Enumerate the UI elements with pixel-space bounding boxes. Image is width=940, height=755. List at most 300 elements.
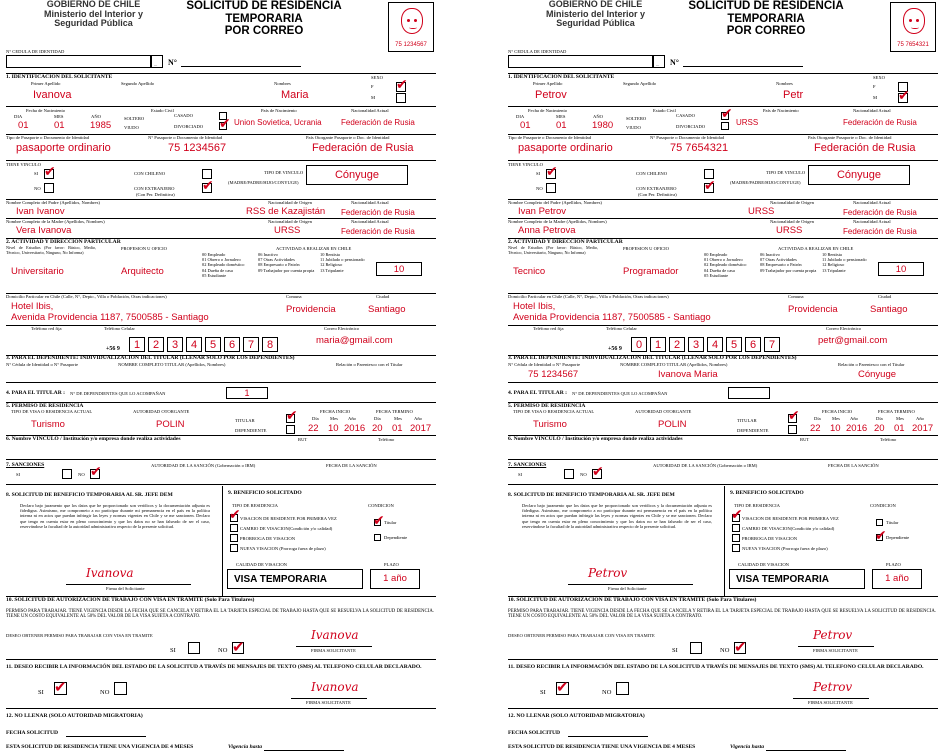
ciudad-value[interactable]: Santiago	[870, 304, 908, 315]
section-4-title: 4. PARA EL TITULAR :	[6, 390, 66, 396]
con-permiso-label: (Con Per. Definitiva)	[136, 192, 175, 197]
title-line-2: TEMPORARIA	[225, 12, 303, 25]
num-dependientes-value: 1	[244, 388, 250, 398]
termino-mes-value[interactable]: 01	[392, 423, 403, 434]
s11-no-label: NO	[100, 689, 110, 696]
divider	[6, 382, 436, 383]
padre-actual-value[interactable]: Federación de Rusia	[843, 208, 917, 217]
signature-s10: Petrov	[813, 628, 853, 642]
s7-fecha-label: FECHA DE LA SANCIÓN	[828, 463, 879, 468]
pais-nac-value[interactable]: URSS	[736, 118, 759, 127]
section-2-title: 2. ACTIVIDAD Y DIRECCION PARTICULAR	[6, 239, 121, 245]
actividad-col-2: 06 Inactivo 07 Otras Actividades 08 Empresario o Patrón 09 Trabajador por cuenta propia	[760, 252, 817, 273]
vinculo-si-label: SI	[34, 171, 39, 176]
ciudad-label: Ciudad	[878, 294, 892, 299]
actividad-label: ACTIVIDAD A REALIZAR EN CHILE	[276, 246, 352, 251]
cond-titular-label: Titular	[384, 520, 397, 525]
condicion-label: CONDICION	[368, 503, 394, 508]
title-line-1: SOLICITUD DE RESIDENCIA	[688, 0, 844, 12]
mes-value[interactable]: 01	[54, 120, 65, 131]
estado-civil-check-mark: ✔	[721, 106, 733, 122]
tipo-visa-value[interactable]: Turismo	[31, 419, 65, 430]
title-line-3: POR CORREO	[726, 25, 806, 37]
primer-apellido-value[interactable]: Petrov	[535, 89, 567, 101]
numero-label: N°	[670, 58, 679, 67]
nacionalidad-label: Nacionalidad Actual	[351, 108, 389, 113]
tipo-vinculo-label: TIPO DE VINCULO	[264, 170, 304, 175]
face-photo-icon	[903, 8, 925, 34]
divider	[508, 659, 938, 660]
s10-desea-label: DESEO OBTENER PERMISO PARA TRABAJAR CON VISA EN TRAMITE	[508, 633, 655, 638]
tel-cel-label: Teléfono Celular	[104, 326, 135, 331]
s10-no-check-mark: ✔	[734, 638, 747, 656]
nacionalidad-value[interactable]: Federación de Rusia	[341, 118, 415, 127]
sanciones-si-checkbox[interactable]	[564, 469, 574, 479]
nivel-value[interactable]: Tecnico	[513, 266, 546, 277]
s3-cedula-label: N° Cédula de Identidad o N° Pasaporte	[508, 362, 581, 367]
domicilio-label: Domicilio Particular en Chile (Calle, N°, Depto., Villa o Población, Otras indicaciones)	[6, 294, 167, 299]
pais-nac-label: País de Nacimiento	[261, 108, 297, 113]
soltero-label: SOLTERO	[124, 116, 145, 121]
inicio-dia-value[interactable]: 22	[308, 423, 319, 434]
tipo-visa-value[interactable]: Turismo	[533, 419, 567, 430]
calidad-value: VISA TEMPORARIA	[234, 574, 327, 585]
s5-dependiente-checkbox[interactable]	[286, 425, 295, 434]
nivel-estudios-label: Nivel de Estudios (Por favor: Básico, Medio, Técnico, Universitario, Ninguno, No Informa)	[508, 245, 598, 255]
divider	[6, 484, 436, 485]
section-7-title: 7. SANCIONES	[508, 462, 547, 468]
visa-primera-check-mark: ✔	[731, 507, 743, 523]
termino-ano-value[interactable]: 2017	[410, 423, 432, 434]
sanciones-no-check-mark: ✔	[90, 464, 102, 480]
dia-label: DIA	[516, 114, 525, 119]
correo-label: Correo Electrónico	[324, 326, 360, 331]
telefono-label: Teléfono	[378, 437, 395, 442]
termino-mes-label: Mes	[896, 416, 904, 421]
celular-digit[interactable]: 8	[262, 337, 278, 352]
tipo-residencia-label: TIPO DE RESIDENCIA	[232, 503, 278, 508]
plazo-input[interactable]	[872, 569, 922, 589]
s3-relacion-label: Relación o Parentesco con el Titular	[336, 362, 403, 367]
s10-si-label: SI	[672, 647, 678, 654]
rut-label: RUT	[800, 437, 810, 442]
sanciones-no-check-mark: ✔	[592, 464, 604, 480]
viudo-label: VIUDO	[124, 125, 139, 130]
prorroga-checkbox[interactable]	[732, 534, 740, 542]
s5-tipo-label: TIPO DE VISA O RESIDENCIA ACTUAL	[513, 409, 595, 414]
dia-value[interactable]: 01	[18, 120, 29, 131]
s5-titular-label: TITULAR	[235, 418, 255, 423]
celular-digit[interactable]: 6	[224, 337, 240, 352]
cond-dependiente-checkbox[interactable]	[374, 534, 381, 541]
divider	[508, 160, 938, 161]
plazo-label: PLAZO	[886, 562, 901, 567]
title-line-2: TEMPORARIA	[727, 12, 805, 25]
sanciones-si-checkbox[interactable]	[62, 469, 72, 479]
s10-text: PERMISO PARA TRABAJAR. TIENE VIGENCIA DESDE LA FECHA QUE SE CANCELA Y RETIRA EL LA TARJETA ESPECIAL DE TRABAJO HASTA QUE SE RESUELVA LA SOLICITUD DE RESIDENCIA. TIENE UN COSTO EQUIVALENTE AL 50% DEL VALOR DE LA VISA SUJETA A CONTRATO.	[6, 609, 434, 620]
comuna-label: Comuna	[788, 294, 804, 299]
s10-si-checkbox[interactable]	[690, 642, 702, 654]
inicio-dia-value[interactable]: 22	[810, 423, 821, 434]
correo-value[interactable]: petr@gmail.com	[818, 335, 888, 346]
tipo-residencia-label: TIPO DE RESIDENCIA	[734, 503, 780, 508]
celular-digits[interactable]	[631, 337, 780, 352]
primer-apellido-label: Primer Apellido	[533, 81, 563, 86]
celular-prefijo: +56 9	[608, 346, 622, 352]
termino-dia-value[interactable]: 20	[874, 423, 885, 434]
section-5-title: 5. PERMISO DE RESIDENCIA	[6, 403, 84, 409]
celular-digit[interactable]: 0	[631, 337, 647, 352]
cond-dependiente-label: Dependiente	[886, 535, 910, 540]
nombres-value[interactable]: Maria	[281, 89, 309, 101]
s11-no-checkbox[interactable]	[114, 682, 127, 695]
s7-autoridad-label: AUTORIDAD DE LA SANCIÓN (Gobernación o IRM)	[653, 463, 758, 468]
primer-apellido-value[interactable]: Ivanova	[33, 89, 72, 101]
correo-label: Correo Electrónico	[826, 326, 862, 331]
fecha-termino-label: FECHA TERMINO	[878, 409, 915, 414]
calidad-input[interactable]	[227, 569, 363, 589]
s11-si-label: SI	[38, 689, 44, 696]
s11-si-check-mark: ✔	[556, 678, 569, 696]
residence-form-petrov	[508, 0, 938, 755]
ciudad-value[interactable]: Santiago	[368, 304, 406, 315]
celular-digit[interactable]: 3	[167, 337, 183, 352]
s5-titular-label: TITULAR	[737, 418, 757, 423]
s3-nombre-label: NOMBRE COMPLETO TITULAR (Apellidos, Nombres)	[118, 362, 226, 367]
madre-actual-value[interactable]: Federación de Rusia	[341, 227, 415, 236]
s10-firma-label: FIRMA SOLICITANTE	[311, 648, 356, 653]
photo-stamp	[388, 2, 434, 52]
padre-value[interactable]: Ivan Petrov	[518, 206, 567, 217]
cedula-dots: ...	[656, 62, 660, 67]
cambio-visa-checkbox[interactable]	[230, 524, 238, 532]
nivel-value[interactable]: Universitario	[11, 266, 64, 277]
declaracion-text: Declaro bajo juramento que los datos que he proporcionado son verídicos y la documentación adjunta es fidedigna. Asimismo, me comprometo a no participar durante mi permanencia en el país en la política interna ni en actos que puedan infringir las leyes y normas vigentes en Chile y se me sancionen. Declaro que tengo en cuenta estar en pleno conocimiento y que los datos no se han falseado de ser el caso, reservándose la facultad de la autoridad administrativa respecto de la presente solicitud.	[20, 503, 210, 529]
government-header	[508, 0, 683, 29]
nivel-estudios-label: Nivel de Estudios (Por favor: Básico, Medio, Técnico, Universitario, Ninguno, No Informa)	[6, 245, 96, 255]
plazo-label: PLAZO	[384, 562, 399, 567]
section-10-title: 10. SOLICITUD DE AUTORIZACION DE TRABAJO CON VISA EN TRAMITE (Solo Para Titulares)	[508, 597, 757, 603]
gov-line-3: Seguridad Pública	[54, 18, 133, 28]
termino-ano-value[interactable]: 2017	[912, 423, 934, 434]
actividad-label: ACTIVIDAD A REALIZAR EN CHILE	[778, 246, 854, 251]
divider	[508, 325, 938, 326]
celular-digit[interactable]: 1	[129, 337, 145, 352]
s11-si-check-mark: ✔	[54, 678, 67, 696]
termino-ano-label: Año	[414, 416, 422, 421]
con-chileno-label: CON CHILENO	[636, 171, 668, 176]
vinculo-no-checkbox[interactable]	[546, 183, 556, 193]
s5-titular-check-mark: ✔	[286, 408, 298, 424]
vinculo-no-label: NO	[34, 186, 41, 191]
s4-sub-label: N° DE DEPENDIENTES QUE LO ACOMPAÑAN	[70, 391, 166, 396]
comuna-value[interactable]: Providencia	[286, 304, 336, 315]
celular-digit[interactable]: 1	[650, 337, 666, 352]
segundo-apellido-label: Segundo Apellido	[623, 81, 657, 86]
padre-actual-label: Nacionalidad Actual	[351, 200, 389, 205]
s11-no-checkbox[interactable]	[616, 682, 629, 695]
gov-line-1: GOBIERNO DE CHILE	[46, 0, 141, 9]
tipo-pasaporte-value[interactable]: pasaporte ordinario	[518, 142, 613, 154]
nueva-visa-checkbox[interactable]	[732, 544, 740, 552]
numero-line	[181, 66, 301, 67]
tipo-vinculo-value: Cónyuge	[836, 169, 882, 181]
ano-value[interactable]: 1985	[90, 120, 112, 131]
divider	[6, 459, 436, 460]
celular-prefijo: +56 9	[106, 346, 120, 352]
celular-digits[interactable]	[129, 337, 278, 352]
tipo-vinculo-input[interactable]	[306, 165, 408, 185]
casado-label: CASADO	[174, 113, 193, 118]
pais-otorgante-value[interactable]: Federación de Rusia	[814, 142, 916, 154]
inicio-mes-value[interactable]: 10	[328, 423, 339, 434]
calidad-value: VISA TEMPORARIA	[736, 574, 829, 585]
vinculo-no-label: NO	[536, 186, 543, 191]
padre-actual-label: Nacionalidad Actual	[853, 200, 891, 205]
con-chileno-label: CON CHILENO	[134, 171, 166, 176]
s11-firma-label: FIRMA SOLICITANTE	[306, 700, 351, 705]
vigencia-line	[264, 750, 344, 751]
section-1-title: 1. IDENTIFICACION DEL SOLICITANTE	[508, 74, 615, 80]
plazo-input[interactable]	[370, 569, 420, 589]
correo-value[interactable]: maria@gmail.com	[316, 335, 393, 346]
domicilio-line-2[interactable]: Avenida Providencia 1187, 7500585 - Santiago	[513, 312, 711, 323]
s11-firma-line	[291, 698, 367, 699]
section-12-title: 12. NO LLENAR (SOLO AUTORIDAD MIGRATORIA)	[6, 713, 143, 719]
s10-no-label: NO	[218, 647, 228, 654]
rut-label: RUT	[298, 437, 308, 442]
celular-digit[interactable]: 7	[243, 337, 259, 352]
tipo-pasaporte-label: Tipo de Pasaporte o Documento de Identidad	[508, 135, 592, 140]
sexo-check-mark: ✔	[396, 77, 408, 93]
sexo-m-checkbox[interactable]	[396, 93, 406, 103]
autoridad-value[interactable]: POLIN	[156, 419, 185, 430]
s11-no-label: NO	[602, 689, 612, 696]
inicio-ano-label: Año	[348, 416, 356, 421]
s7-autoridad-label: AUTORIDAD DE LA SANCIÓN (Gobernación o IRM)	[151, 463, 256, 468]
actividad-col-1: 00 Empleado 01 Obrero o Jornalero 02 Empleado doméstico 04 Dueña de casa 05 Estudiante	[202, 252, 245, 278]
nombre-madre-label: Nombre Completo de la Madre (Apellidos, Nombres)	[508, 219, 607, 224]
divider	[508, 708, 938, 709]
signature-s8: Petrov	[588, 566, 628, 580]
section-12-title: 12. NO LLENAR (SOLO AUTORIDAD MIGRATORIA)	[508, 713, 645, 719]
fecha-nac-label: Fecha de Nacimiento	[528, 108, 568, 113]
fecha-solicitud-label: FECHA SOLICITUD	[6, 730, 59, 736]
tel-cel-label: Teléfono Celular	[606, 326, 637, 331]
autoridad-value[interactable]: POLIN	[658, 419, 687, 430]
actividad-input[interactable]	[376, 262, 422, 276]
cambio-visa-label: CAMBIO DE VISACION(Condición y/o calidad)	[742, 526, 835, 531]
visa-primera-check-mark: ✔	[229, 507, 241, 523]
divorciado-checkbox[interactable]	[721, 122, 729, 130]
s10-firma-line	[798, 646, 874, 647]
s5-dependiente-label: DEPENDIENTE	[737, 428, 769, 433]
gov-line-2: Ministerio del Interior y	[545, 8, 646, 19]
s3-nombre-label: NOMBRE COMPLETO TITULAR (Apellidos, Nombres)	[620, 362, 728, 367]
madre-origen-value[interactable]: URSS	[274, 225, 301, 236]
dep-relacion-value[interactable]: Cónyuge	[858, 369, 897, 380]
termino-mes-value[interactable]: 01	[894, 423, 905, 434]
profesion-value[interactable]: Arquitecto	[121, 266, 164, 277]
telefono-label: Teléfono	[880, 437, 897, 442]
inicio-mes-label: Mes	[832, 416, 840, 421]
cedula-input[interactable]	[508, 55, 653, 68]
num-dependientes-input[interactable]	[728, 387, 770, 399]
divider	[6, 325, 436, 326]
tipo-vinculo-value: Cónyuge	[334, 169, 380, 181]
dep-cedula-value[interactable]: 75 1234567	[528, 369, 579, 380]
tipo-pasaporte-value[interactable]: pasaporte ordinario	[16, 142, 111, 154]
celular-digit[interactable]: 7	[764, 337, 780, 352]
photo-stamp	[890, 2, 936, 52]
section-7-title: 7. SANCIONES	[6, 462, 45, 468]
gov-line-2: Ministerio del Interior y	[43, 8, 144, 19]
celular-digit[interactable]: 5	[205, 337, 221, 352]
actividad-col-1: 00 Empleado 01 Obrero o Jornalero 02 Empleado doméstico 04 Dueña de casa 05 Estudiante	[704, 252, 747, 278]
tel-fijo-label: Teléfono red fija	[533, 326, 564, 331]
padre-actual-value[interactable]: Federación de Rusia	[341, 208, 415, 217]
vigencia-line	[766, 750, 846, 751]
num-pasaporte-value[interactable]: 75 7654321	[670, 142, 729, 154]
celular-digit[interactable]: 4	[707, 337, 723, 352]
section-1-title: 1. IDENTIFICACION DEL SOLICITANTE	[6, 74, 113, 80]
num-pasaporte-label: N° Pasaporte o Documento de Identidad	[650, 135, 725, 140]
cond-titular-checkbox[interactable]	[876, 519, 883, 526]
s5-autoridad-label: AUTORIDAD OTORGANTE	[635, 409, 692, 414]
tipo-vinculo-input[interactable]	[808, 165, 910, 185]
inicio-ano-value[interactable]: 2016	[846, 423, 868, 434]
tipo-vinculo-sub-label: (MADRE/PADRE/HIJO/CONYUGE)	[730, 180, 801, 185]
condicion-label: CONDICION	[870, 503, 896, 508]
vigencia-hasta-label: Vigencia hasta	[228, 744, 263, 750]
vinculo-si-label: SI	[536, 171, 541, 176]
prorroga-label: PRORROGA DE VISACION	[742, 536, 798, 541]
plazo-value: 1 año	[885, 573, 909, 584]
celular-digit[interactable]: 4	[186, 337, 202, 352]
numero-line	[683, 66, 803, 67]
inicio-dia-label: Día	[312, 416, 319, 421]
domicilio-line-1[interactable]: Hotel Ibis,	[513, 301, 556, 312]
num-dependientes-input[interactable]	[226, 387, 268, 399]
pais-nac-value[interactable]: Union Sovietica, Ucrania	[234, 118, 322, 127]
nacionalidad-label: Nacionalidad Actual	[853, 108, 891, 113]
government-header	[6, 0, 181, 29]
num-pasaporte-value[interactable]: 75 1234567	[168, 142, 227, 154]
inicio-dia-label: Día	[814, 416, 821, 421]
tel-fijo-label: Teléfono red fija	[31, 326, 62, 331]
madre-origen-value[interactable]: URSS	[776, 225, 803, 236]
visa-primera-label: VISACION DE RESIDENTE POR PRIMERA VEZ	[240, 516, 337, 521]
sanciones-si-label: SI	[16, 472, 21, 477]
madre-value[interactable]: Anna Petrova	[518, 225, 576, 236]
madre-actual-label: Nacionalidad Actual	[853, 219, 891, 224]
nombre-padre-label: Nombre Completo del Padre (Apellidos, Nombres)	[6, 200, 100, 205]
madre-origen-label: Nacionalidad de Origen	[770, 219, 814, 224]
divider	[508, 382, 938, 383]
tiene-vinculo-label: TIENE VINCULO	[6, 162, 42, 167]
vinculo-no-checkbox[interactable]	[44, 183, 54, 193]
termino-dia-value[interactable]: 20	[372, 423, 383, 434]
s8-s9-divider	[724, 486, 725, 596]
nacionalidad-value[interactable]: Federación de Rusia	[843, 118, 917, 127]
s4-sub-label: N° DE DEPENDIENTES QUE LO ACOMPAÑAN	[572, 391, 668, 396]
inicio-mes-value[interactable]: 10	[830, 423, 841, 434]
pais-otorgante-label: País Otorgante Pasaporte o Doc. de Identidad	[306, 135, 390, 140]
cedula-input[interactable]	[6, 55, 151, 68]
s10-text: PERMISO PARA TRABAJAR. TIENE VIGENCIA DESDE LA FECHA QUE SE CANCELA Y RETIRA EL LA TARJETA ESPECIAL DE TRABAJO HASTA QUE SE RESUELVA LA SOLICITUD DE RESIDENCIA. TIENE UN COSTO EQUIVALENTE AL 50% DEL VALOR DE LA VISA SUJETA A CONTRATO.	[508, 609, 936, 620]
s10-si-label: SI	[170, 647, 176, 654]
stamp-number: 75 1234567	[395, 42, 427, 48]
nombres-value[interactable]: Petr	[783, 89, 804, 101]
tipo-pasaporte-label: Tipo de Pasaporte o Documento de Identidad	[6, 135, 90, 140]
comuna-value[interactable]: Providencia	[788, 304, 838, 315]
dep-nombre-value[interactable]: Ivanova Maria	[658, 369, 718, 380]
padre-value[interactable]: Ivan Ivanov	[16, 206, 65, 217]
con-extranjero-check-mark: ✔	[202, 178, 214, 194]
section-4-title: 4. PARA EL TITULAR :	[508, 390, 568, 396]
padre-origen-value[interactable]: URSS	[748, 206, 775, 217]
nueva-visa-checkbox[interactable]	[230, 544, 238, 552]
celular-digit[interactable]: 2	[669, 337, 685, 352]
cedula-label: N° CEDULA DE IDENTIDAD	[6, 49, 65, 54]
section-3-title: 3. PARA EL DEPENDIENTE: INDIVIDUALIZACION DEL TITULAR (LLENAR SOLO POR LOS DEPENDIENTES)	[508, 355, 797, 361]
s10-si-checkbox[interactable]	[188, 642, 200, 654]
celular-digit[interactable]: 5	[726, 337, 742, 352]
vigencia-label: ESTA SOLICITUD DE RESIDENCIA TIENE UNA VIGENCIA DE 4 MESES	[508, 744, 696, 750]
prorroga-checkbox[interactable]	[230, 534, 238, 542]
sexo-f-label: F	[873, 84, 876, 89]
divider	[508, 459, 938, 460]
cambio-visa-checkbox[interactable]	[732, 524, 740, 532]
inicio-ano-value[interactable]: 2016	[344, 423, 366, 434]
dia-value[interactable]: 01	[520, 120, 531, 131]
sexo-label: SEXO	[873, 75, 885, 80]
domicilio-line-2[interactable]: Avenida Providencia 1187, 7500585 - Santiago	[11, 312, 209, 323]
sexo-label: SEXO	[371, 75, 383, 80]
section-10-title: 10. SOLICITUD DE AUTORIZACION DE TRABAJO CON VISA EN TRAMITE (Solo Para Titulares)	[6, 597, 255, 603]
s10-no-label: NO	[720, 647, 730, 654]
actividad-input[interactable]	[878, 262, 924, 276]
mes-value[interactable]: 01	[556, 120, 567, 131]
divider	[6, 160, 436, 161]
domicilio-line-1[interactable]: Hotel Ibis,	[11, 301, 54, 312]
con-extranjero-check-mark: ✔	[704, 178, 716, 194]
profesion-value[interactable]: Programador	[623, 266, 679, 277]
celular-digit[interactable]: 6	[745, 337, 761, 352]
s11-si-label: SI	[540, 689, 546, 696]
padre-origen-value[interactable]: RSS de Kazajistán	[246, 206, 326, 217]
celular-digit[interactable]: 3	[688, 337, 704, 352]
pais-otorgante-value[interactable]: Federación de Rusia	[312, 142, 414, 154]
s3-cedula-label: N° Cédula de Identidad o N° Pasaporte	[6, 362, 79, 367]
celular-digit[interactable]: 2	[148, 337, 164, 352]
ano-value[interactable]: 1980	[592, 120, 614, 131]
s11-firma-label: FIRMA SOLICITANTE	[808, 700, 853, 705]
madre-actual-value[interactable]: Federación de Rusia	[843, 227, 917, 236]
madre-value[interactable]: Vera Ivanova	[16, 225, 72, 236]
calidad-input[interactable]	[729, 569, 865, 589]
s5-dependiente-checkbox[interactable]	[788, 425, 797, 434]
profesion-label: PROFESION U OFICIO	[121, 246, 167, 251]
nombre-madre-label: Nombre Completo de la Madre (Apellidos, Nombres)	[6, 219, 105, 224]
cambio-visa-label: CAMBIO DE VISACION(Condición y/o calidad)	[240, 526, 333, 531]
ciudad-label: Ciudad	[376, 294, 390, 299]
s10-no-check-mark: ✔	[232, 638, 245, 656]
prorroga-label: PRORROGA DE VISACION	[240, 536, 296, 541]
title-line-3: POR CORREO	[224, 25, 304, 37]
termino-dia-label: Día	[876, 416, 883, 421]
con-extranjero-label: CON EXTRANJERO	[134, 186, 175, 191]
